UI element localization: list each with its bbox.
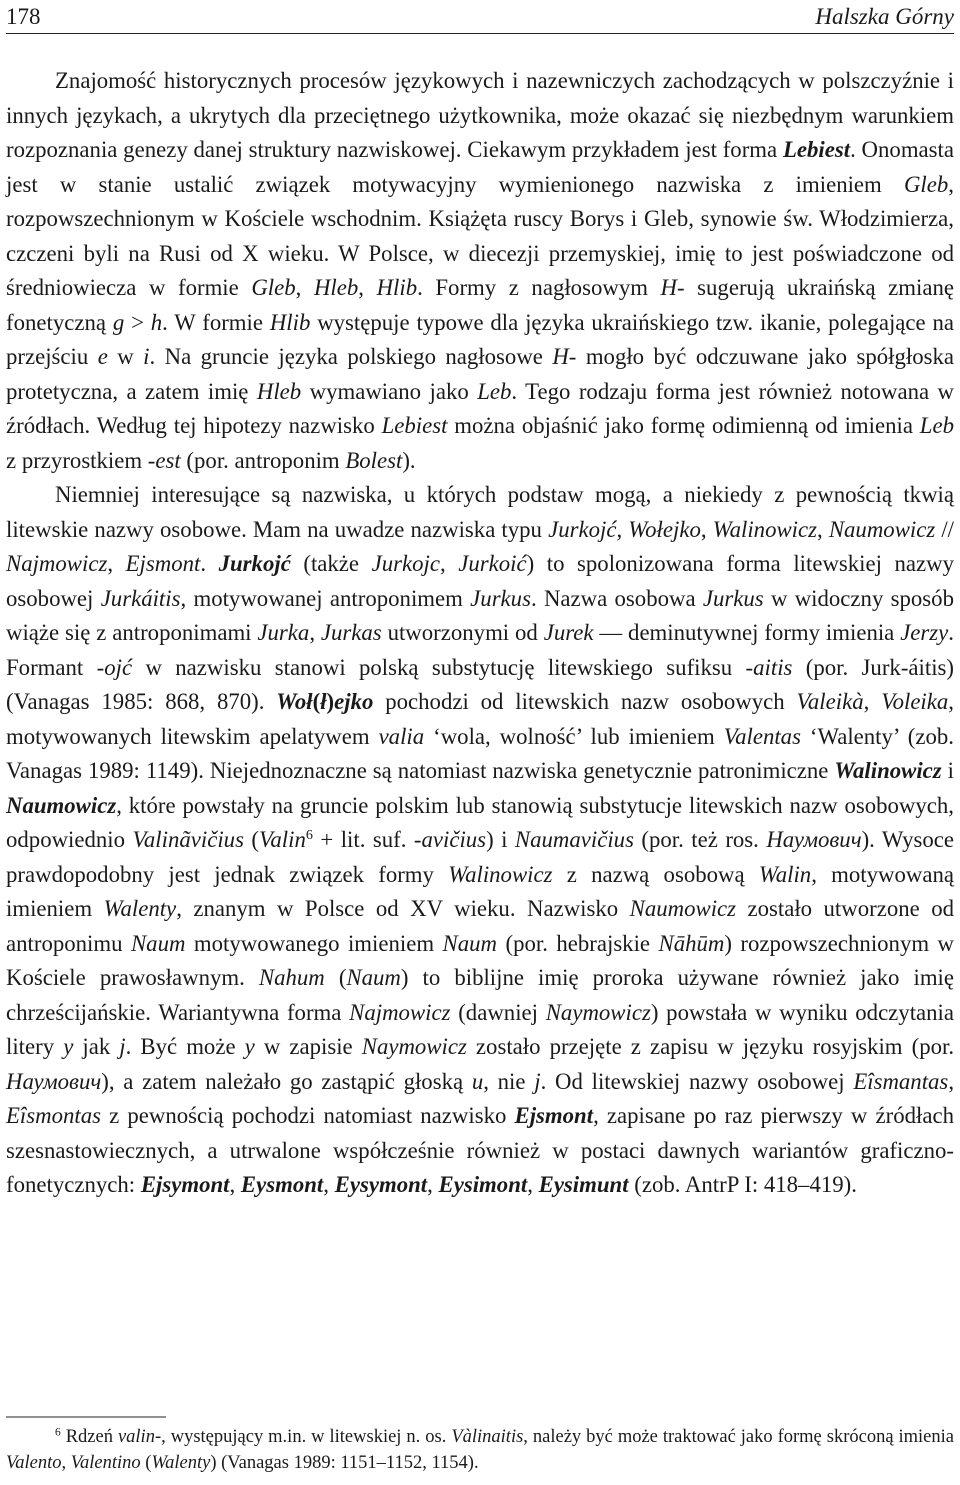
bold-italic-term: Woł	[276, 689, 313, 714]
text-run: można objaśnić jako formę odimienną od imienia	[447, 413, 920, 438]
text-run: ,	[616, 516, 629, 542]
text-run: //	[935, 516, 955, 542]
text-run: , motywowanej antroponimem	[180, 585, 471, 611]
text-run: ‘Walenty’ (zob. Vanagas 1989: 1149). Niejednoznaczne są natomiast nazwiska genetycznie patronimiczne	[6, 723, 954, 783]
italic-term: Voleika	[881, 689, 949, 714]
italic-term: Jurkáitis	[100, 585, 181, 611]
italic-term: e	[97, 344, 108, 369]
italic-term: Lebiest	[381, 413, 448, 438]
bold-italic-term: Ejsmont	[514, 1103, 594, 1128]
text-run: w nazwisku stanowi polską substytucję litewskiego sufiksu -	[132, 654, 754, 680]
bold-italic-term: Jurkojć	[218, 551, 291, 576]
text-run: ,	[323, 1172, 335, 1197]
text-run: >	[124, 309, 151, 335]
text-run: ) i	[486, 827, 515, 852]
italic-term: Hleb	[256, 378, 302, 404]
text-run: , należy być może traktować jako formę skróconą imienia	[523, 1427, 954, 1447]
text-run: . Nazwa osobowa	[530, 585, 703, 611]
text-run: , które powstały na gruncie polskim lub stanowią substytucje litewskich nazw osobowych, odpowiednio	[6, 792, 954, 852]
text-run: ,	[309, 620, 321, 645]
italic-term: Jurkus	[702, 585, 764, 611]
text-run: ,	[295, 275, 314, 300]
text-run: ,	[700, 516, 713, 542]
text-run: ).	[402, 447, 416, 473]
italic-term: u	[471, 1068, 484, 1094]
italic-term: j	[119, 1034, 126, 1059]
italic-term: Valentas	[723, 723, 801, 749]
italic-term: Najmowicz	[6, 551, 108, 576]
text-run: ,	[61, 1453, 71, 1473]
italic-term: Наумович	[6, 1068, 102, 1094]
running-head: Halszka Górny	[815, 4, 954, 29]
italic-term: g	[112, 309, 125, 335]
italic-term: Eîsmontas	[6, 1103, 101, 1128]
footnote-marker: 6	[55, 1426, 61, 1439]
text-run: ) to biblijne imię proroka używane również jako imię chrześcijańskie. Wariantywna forma	[6, 965, 955, 1025]
text-run: + lit. suf. -	[312, 827, 422, 852]
italic-term: Walinowicz	[448, 861, 553, 887]
italic-term: Jurkoić	[458, 551, 527, 576]
text-run: . Formant -	[6, 620, 954, 680]
bold-italic-term: Eysimunt	[538, 1172, 629, 1197]
text-run: (por. antroponim	[180, 447, 346, 473]
text-run: ,	[817, 516, 829, 542]
italic-term: Hleb	[313, 275, 359, 300]
bold-italic-term: Ejsymont	[140, 1172, 230, 1197]
text-run: (	[324, 965, 347, 990]
text-run: (por. hebrajskie	[497, 930, 659, 956]
italic-term: Walinowicz	[712, 516, 817, 542]
italic-term: Gleb	[903, 171, 949, 197]
text-run: ,	[439, 551, 459, 576]
text-run: (	[140, 1453, 152, 1473]
text-run: (dawniej	[450, 999, 546, 1025]
text-run: — deminutywnej formy imienia	[593, 620, 901, 645]
page-header	[6, 0, 954, 34]
italic-term: Naum	[346, 965, 401, 990]
text-run: ,	[229, 1172, 241, 1197]
text-run: . Od litewskiej nazwy osobowej	[540, 1068, 854, 1094]
italic-term: Jurkojc	[371, 551, 440, 576]
italic-term: Wołejko	[628, 516, 701, 542]
text-run: .	[200, 551, 219, 576]
italic-term: Ejsmont	[125, 551, 201, 576]
text-run: Znajomość historycznych procesów językowych i nazewniczych zachodzących w polszczyźnie i innych językach, a ukrytych dla przeciętnego użytkownika, może okazać się niezbędnym warunkiem rozpoznania genezy danej struktury nazwiskowej. Ciekawym przykładem jest forma	[6, 68, 954, 162]
text-run: . Onomasta jest w stanie ustalić związek motywacyjny wymienionego nazwiska z imieniem	[6, 137, 954, 197]
italic-term: Jurek	[543, 620, 594, 645]
text-run: , motywowanych litewskim apelatywem	[6, 689, 954, 749]
bold-italic-term: Naumowicz	[6, 792, 117, 818]
text-run: . W formie	[162, 309, 270, 335]
italic-term: ojć	[104, 654, 133, 680]
italic-term: Hlib	[269, 309, 311, 335]
footnote-marker: 6	[305, 827, 313, 844]
italic-term: H	[660, 275, 677, 300]
italic-term: Naumowicz	[629, 896, 737, 921]
text-run: , zapisane po raz pierwszy w źródłach szesnastowiecznych, a utrwalone współcześnie również w postaci dawnych wariantów graficzno-fonetycznych:	[6, 1103, 954, 1197]
italic-term: valin	[117, 1427, 155, 1447]
text-run: . Być może	[125, 1034, 245, 1059]
text-run: -, występujący m.in. w litewskiej n. os.	[154, 1427, 452, 1447]
italic-term: Leb	[477, 378, 512, 404]
text-run: (	[243, 827, 259, 852]
text-run: (por. też ros.	[633, 827, 767, 852]
text-run: ) powstała w wyniku odczytania litery	[6, 999, 955, 1059]
text-run: . Tego rodzaju forma jest również notowana w źródłach. Według tej hipotezy nazwisko	[6, 378, 954, 438]
text-run: Rdzeń	[60, 1427, 118, 1447]
text-run: , motywowaną imieniem	[6, 861, 954, 921]
italic-term: avičius	[421, 827, 487, 852]
text-run: ,	[107, 551, 126, 576]
bold-term: )	[326, 689, 335, 714]
text-run: ,	[358, 275, 377, 300]
text-run: w	[107, 344, 144, 369]
text-run: ‘wola, wolność’ lub imieniem	[424, 723, 724, 749]
text-run: ) (Vanagas 1989: 1151–1152, 1154).	[210, 1453, 479, 1473]
italic-term: Jurkojć	[548, 516, 617, 542]
text-run: (por. Jurk-áitis) (Vanagas 1985: 868, 870).	[6, 654, 954, 714]
italic-term: Vàlinaitis	[451, 1427, 524, 1447]
italic-term: Leb	[919, 413, 954, 438]
bold-italic-term: Walinowicz	[834, 758, 942, 783]
bold-italic-term: ejko	[334, 689, 374, 714]
italic-term: Naum	[130, 930, 186, 956]
paragraph	[6, 64, 954, 478]
paragraph	[6, 478, 954, 1203]
italic-term: Nahum	[258, 965, 325, 990]
text-run: , rozpowszechnionym w Kościele wschodnim. Książęta ruscy Borys i Gleb, synowie św. Włodzimierza, czczeni byli na Rusi od X wieku. W Polsce, w diecezji przemyskiej, imię to jest poświadczone od średniowiecza w formie	[6, 171, 954, 300]
footnote-text	[6, 1424, 954, 1476]
text-run: jak	[73, 1034, 120, 1059]
footnote-separator	[6, 1416, 166, 1418]
text-run: motywowanego imieniem	[185, 930, 443, 956]
text-run: w widoczny sposób wiąże się z antroponimami	[6, 585, 954, 645]
italic-term: Walin	[758, 861, 812, 887]
italic-term: Hlib	[376, 275, 418, 300]
text-run: występuje typowe dla języka ukraińskiego tzw. ikanie, polegające na przejściu	[6, 309, 954, 369]
main-text	[6, 64, 954, 1203]
italic-term: Jurka	[257, 620, 310, 645]
italic-term: Valinãvičius	[132, 827, 244, 852]
italic-term: y	[244, 1034, 255, 1059]
italic-term: Jurkas	[320, 620, 382, 645]
text-run: z pewnością pochodzi natomiast nazwisko	[101, 1103, 515, 1128]
italic-term: Valeikà	[796, 689, 864, 714]
text-run: , nie	[483, 1068, 535, 1094]
italic-term: Valentino	[70, 1453, 141, 1473]
italic-term: Naymowicz	[361, 1034, 467, 1059]
page-number: 178	[6, 4, 41, 29]
italic-term: Nāhūm	[658, 930, 725, 956]
text-run: z nazwą osobową	[552, 861, 759, 887]
italic-term: y	[63, 1034, 74, 1059]
text-run: . Formy z nagłosowym	[417, 275, 661, 300]
italic-term: Jerzy	[900, 620, 949, 645]
bold-italic-term: Eysimont	[438, 1172, 528, 1197]
bold-term: (	[312, 689, 321, 714]
italic-term: i	[143, 344, 150, 369]
italic-term: est	[155, 447, 181, 473]
text-run: zostało przejęte z zapisu w języku rosyjskim (por.	[466, 1034, 955, 1059]
italic-term: Walenty	[103, 896, 177, 921]
text-run: ). Wysoce prawdopodobny jest jednak związek formy	[6, 827, 954, 887]
italic-term: aitis	[753, 654, 793, 680]
text-run: z przyrostkiem -	[6, 447, 156, 473]
bold-italic-term: ł	[320, 689, 327, 714]
text-run: (także	[290, 551, 372, 576]
text-run: w zapisie	[254, 1034, 362, 1059]
text-run: Niemniej interesujące są nazwiska, u których podstaw mogą, a niekiedy z pewnością tkwią litewskie nazwy osobowe. Mam na uwadze nazwiska typu	[6, 482, 954, 542]
text-run: (zob. AntrP I: 418–419).	[628, 1172, 857, 1197]
italic-term: Naum	[442, 930, 498, 956]
italic-term: Naumavičius	[514, 827, 634, 852]
text-run: ) rozpowszechnionym w Kościele prawosławnym.	[6, 930, 955, 990]
italic-term: Наумович	[766, 827, 862, 852]
text-run: . Na gruncie języka polskiego nagłosowe	[149, 344, 553, 369]
text-run: ,	[427, 1172, 439, 1197]
italic-term: Naymowicz	[545, 999, 651, 1025]
italic-term: valia	[378, 723, 425, 749]
italic-term: h	[150, 309, 163, 335]
text-run: - mogło być odczuwane jako spółgłoska protetyczna, a zatem imię	[6, 344, 954, 404]
text-run: ,	[948, 1068, 955, 1094]
text-run: - sugerują ukraińską zmianę fonetyczną	[6, 275, 954, 335]
italic-term: H	[552, 344, 569, 369]
italic-term: Najmowicz	[349, 999, 451, 1025]
italic-term: j	[534, 1068, 541, 1094]
text-run: wymawiano jako	[301, 378, 478, 404]
text-run: i	[941, 758, 954, 783]
italic-term: Naumowicz	[828, 516, 936, 542]
italic-term: Walenty	[151, 1453, 211, 1473]
bold-italic-term: Lebiest	[782, 137, 851, 162]
text-run: zostało utworzone od antroponimu	[6, 896, 955, 956]
bold-italic-term: Eysymont	[334, 1172, 428, 1197]
italic-term: Bolest	[345, 447, 403, 473]
italic-term: Valin	[259, 827, 306, 852]
italic-term: Eîsmantas	[853, 1068, 949, 1094]
text-run: , znanym w Polsce od XV wieku. Nazwisko	[176, 896, 630, 921]
italic-term: Gleb	[251, 275, 296, 300]
footnote	[6, 1424, 954, 1476]
text-run: utworzonymi od	[381, 620, 544, 645]
text-run: ) to spolonizowana forma litewskiej nazwy osobowej	[6, 551, 955, 611]
text-run: ,	[527, 1172, 539, 1197]
italic-term: Valento	[6, 1453, 62, 1473]
text-run: ,	[863, 689, 882, 714]
italic-term: Jurkus	[470, 585, 531, 611]
text-run: ), a zatem należało go zastąpić głoską	[101, 1068, 472, 1094]
text-run: pochodzi od litewskich nazw osobowych	[373, 689, 797, 714]
bold-italic-term: Eysmont	[240, 1172, 324, 1197]
